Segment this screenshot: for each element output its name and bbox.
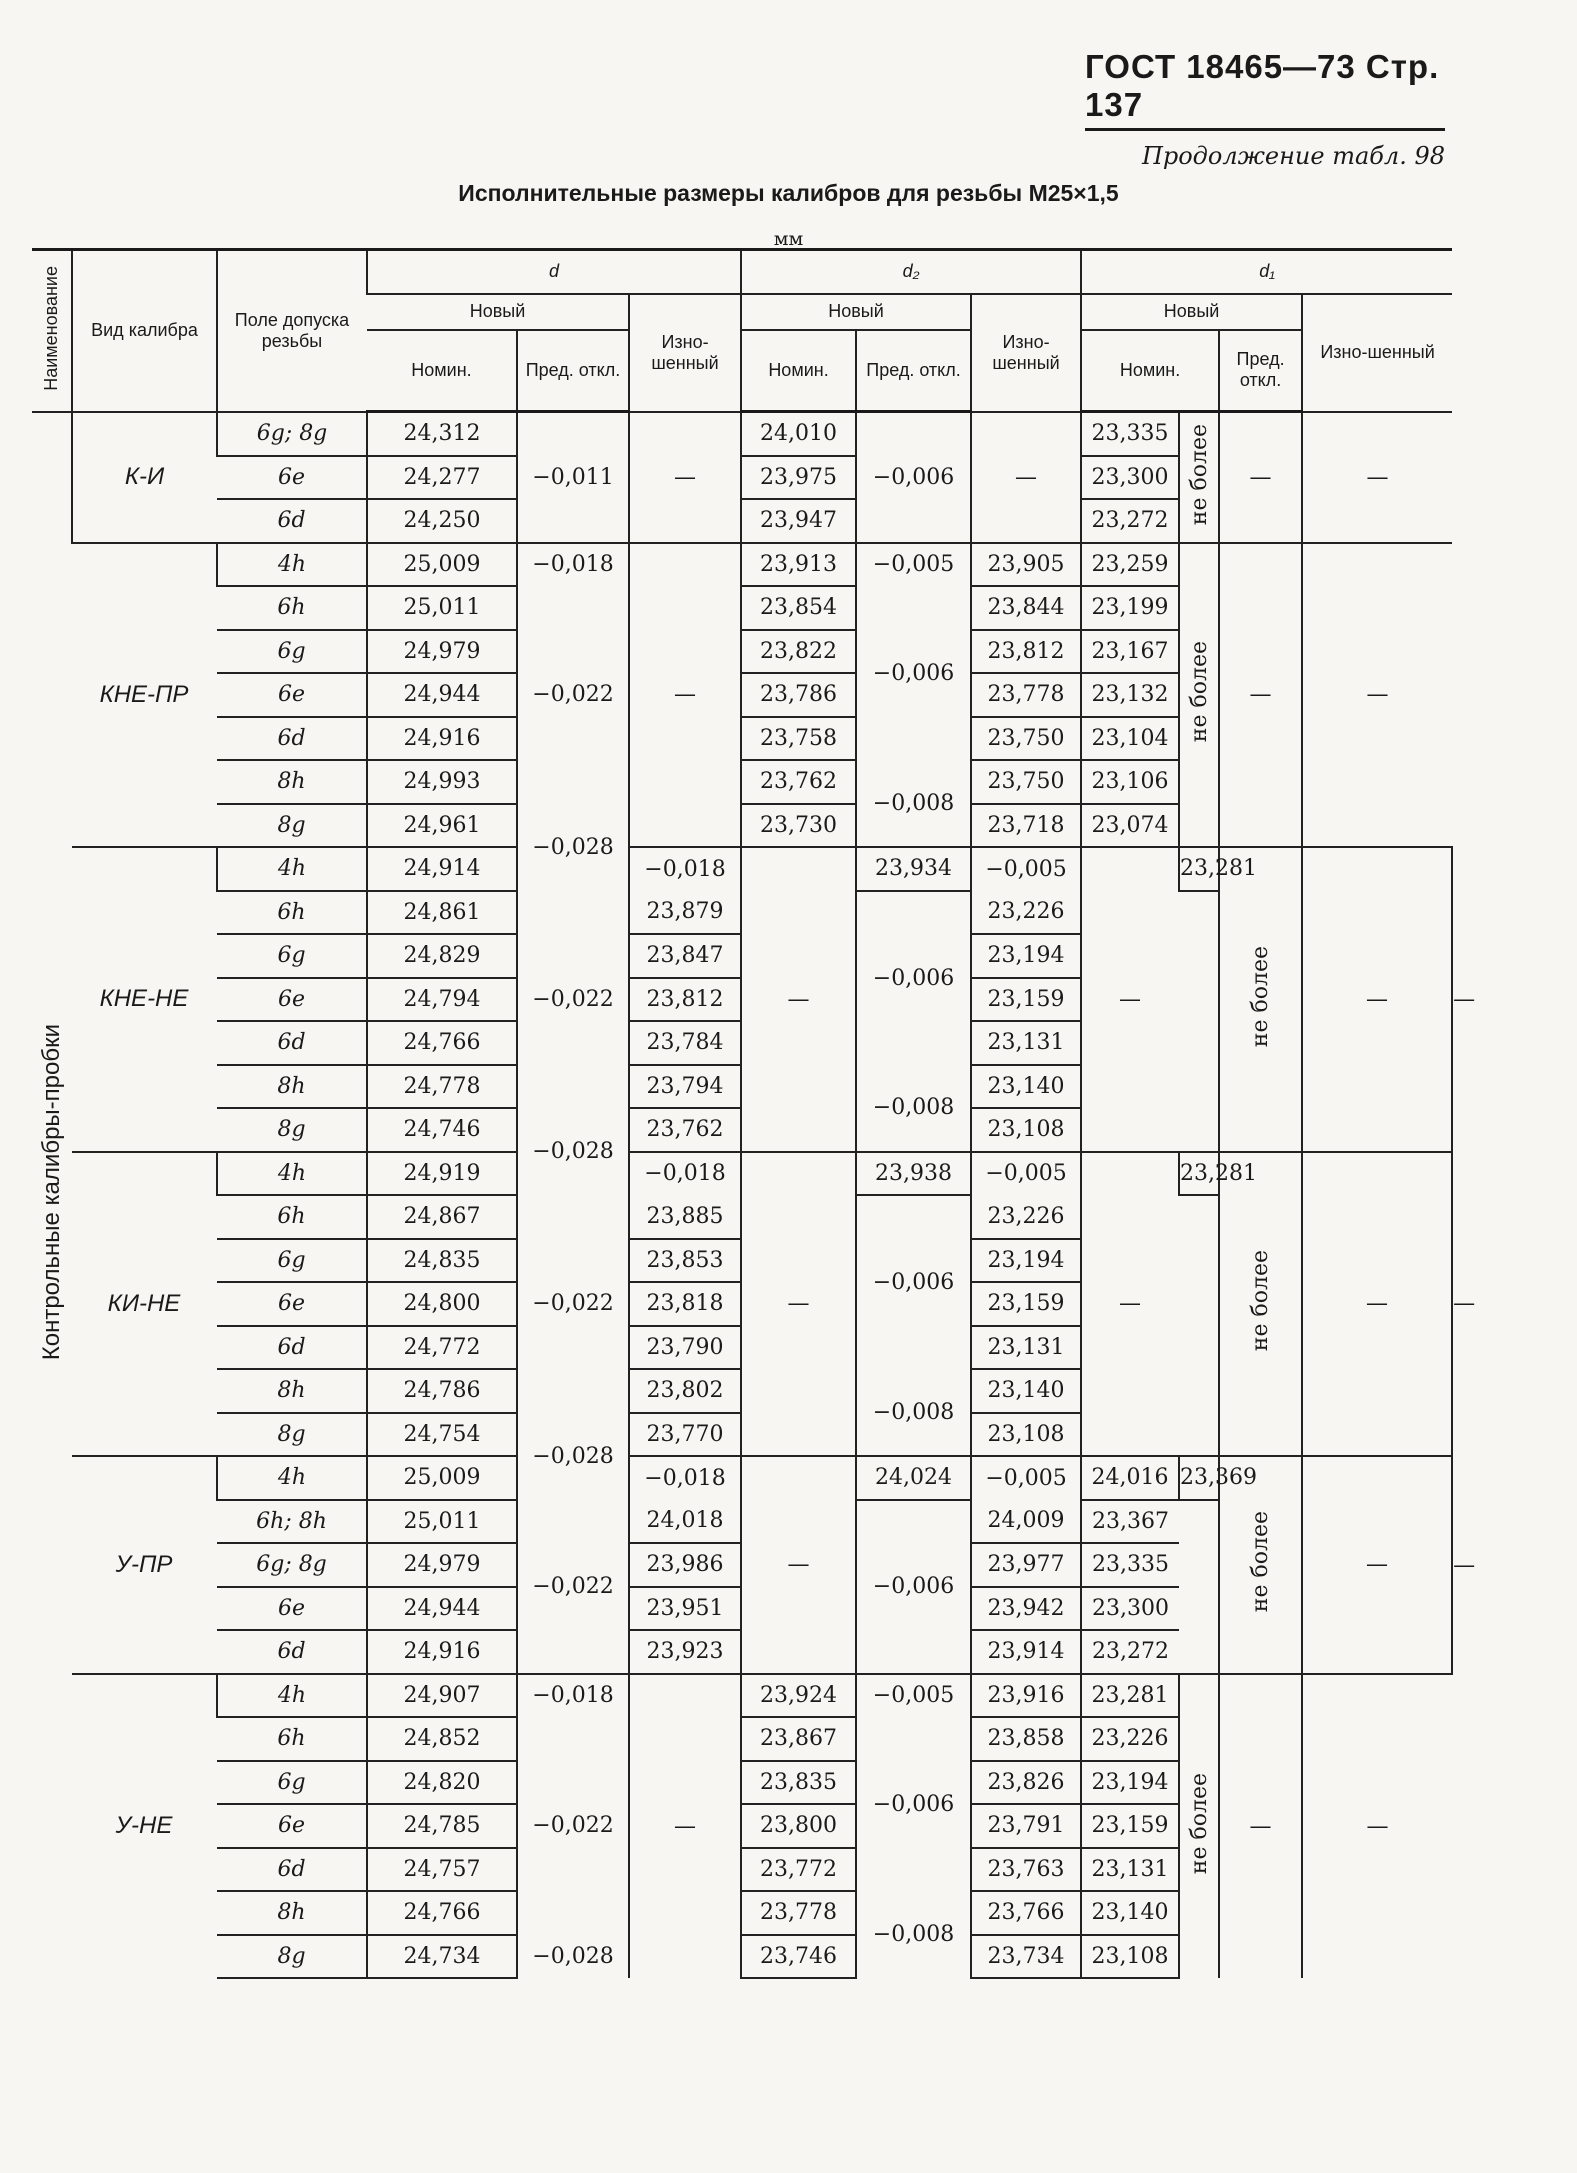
d-nominal: 24,914 [367,847,517,891]
d1-nominal: 23,108 [1081,1935,1179,1979]
d-deviation: −0,018 [517,543,629,587]
d-nominal: 24,919 [367,1152,517,1196]
d2-nominal: 23,762 [629,1108,741,1152]
header-d1-nominal: Номин. [1081,330,1219,412]
d2-nominal: 23,947 [741,499,856,543]
d2-worn: 23,916 [971,1674,1081,1718]
d1-nominal: 23,335 [1081,1543,1179,1587]
d2-deviation: −0,005 [856,1674,971,1718]
d2-nominal: 23,800 [741,1804,856,1848]
d2-nominal: 23,879 [629,891,741,935]
d-worn: — [629,1674,741,1979]
d-nominal: 24,861 [367,891,517,935]
d-nominal: 24,800 [367,1282,517,1326]
d2-worn: 23,791 [971,1804,1081,1848]
ne-bolee-text: не более [1186,423,1212,525]
d2-worn: — [1081,847,1179,1152]
d2-nominal: 23,794 [629,1065,741,1109]
header-d2-deviation: Пред. откл. [856,330,971,412]
d2-worn: 24,009 [971,1500,1081,1544]
d1-nominal: 23,074 [1081,804,1179,848]
d2-nominal: 23,951 [629,1587,741,1631]
tolerance-field: 8h [217,760,367,804]
d2-deviation: −0,008 [856,1065,971,1152]
d-deviation: −0,028 [517,1935,629,1979]
tolerance-field: 6d [217,499,367,543]
tolerance-field: 6h [217,891,367,935]
gauge-kind: У-ПР [72,1456,217,1674]
tolerance-field: 6d [217,1848,367,1892]
d-deviation: −0,018 [629,847,741,891]
d1-ne-bolee [1179,1674,1219,1979]
d1-nominal: 23,281 [1179,1152,1219,1196]
d-deviation: −0,022 [517,1500,629,1674]
d1-nominal: 23,272 [1081,499,1179,543]
d2-deviation: −0,005 [971,1152,1081,1196]
d1-deviation: — [1302,1456,1452,1674]
name-cell-text: Контрольные калибры-пробки [37,1023,65,1360]
tolerance-field: 6g [217,630,367,674]
d-nominal: 24,961 [367,804,517,848]
tolerance-field: 6h [217,1717,367,1761]
d2-nominal: 23,923 [629,1630,741,1674]
d1-nominal: 23,131 [1081,1848,1179,1892]
d1-nominal: 23,159 [1081,1804,1179,1848]
tolerance-field: 6h [217,586,367,630]
d-nominal: 24,916 [367,1630,517,1674]
header-d2-worn: Изно-шенный [971,294,1081,412]
ne-bolee-text: не более [1248,945,1274,1047]
d1-deviation: — [1302,847,1452,1152]
d1-nominal: 23,131 [971,1326,1081,1370]
d2-worn: — [1081,1152,1179,1457]
header-d2: d₂ [741,250,1081,294]
d2-nominal: 24,024 [856,1456,971,1500]
d2-deviation: −0,005 [856,543,971,587]
d-nominal: 24,979 [367,1543,517,1587]
d-deviation: −0,018 [629,1456,741,1500]
d2-deviation: −0,005 [971,1456,1081,1500]
d-nominal: 24,979 [367,630,517,674]
d2-nominal: 23,770 [629,1413,741,1457]
d-nominal: 24,944 [367,1587,517,1631]
d2-nominal: 23,762 [741,760,856,804]
d-deviation: −0,028 [517,1413,629,1500]
d2-worn: 23,826 [971,1761,1081,1805]
tolerance-field: 6e [217,456,367,500]
d1-nominal: 23,140 [971,1065,1081,1109]
d2-deviation: −0,008 [856,760,971,847]
d2-worn: 23,942 [971,1587,1081,1631]
header-d1-deviation: Пред. откл. [1219,330,1302,412]
d2-nominal: 23,802 [629,1369,741,1413]
ne-bolee-text: не более [1248,1250,1274,1352]
d2-nominal: 23,867 [741,1717,856,1761]
ne-bolee-text: не более [1248,1511,1274,1613]
gauge-kind: К-И [72,412,217,543]
tolerance-field: 6d [217,1326,367,1370]
d1-ne-bolee [1179,543,1219,848]
tolerance-field: 8h [217,1065,367,1109]
d1-nominal: 23,159 [971,1282,1081,1326]
d1-nominal: 23,108 [971,1108,1081,1152]
d-worn: — [629,412,741,543]
tolerance-field: 6d [217,1021,367,1065]
header-d-deviation: Пред. откл. [517,330,629,412]
d-deviation: −0,022 [517,1195,629,1413]
d1-deviation: — [1219,1674,1302,1979]
header-tolerance: Поле допуска резьбы [217,250,367,412]
d2-nominal: 23,772 [741,1848,856,1892]
d2-worn: 23,763 [971,1848,1081,1892]
tolerance-field: 4h [217,543,367,587]
d1-nominal: 23,106 [1081,760,1179,804]
d1-nominal: 23,272 [1081,1630,1179,1674]
d1-worn: — [1302,1674,1452,1979]
d1-nominal: 23,226 [1081,1717,1179,1761]
tolerance-field: 4h [217,1674,367,1718]
d-nominal: 24,794 [367,978,517,1022]
d1-nominal: 23,194 [971,934,1081,978]
d1-nominal: 23,367 [1081,1500,1179,1544]
d2-deviation: −0,006 [856,1717,971,1891]
tolerance-field: 6g; 8g [217,412,367,456]
d2-nominal: 23,790 [629,1326,741,1370]
tolerance-field: 8g [217,1935,367,1979]
d2-nominal: 23,758 [741,717,856,761]
d-nominal: 24,754 [367,1413,517,1457]
d2-nominal: 23,975 [741,456,856,500]
table-title: Исполнительные размеры калибров для резьбы М25×1,5 [458,180,1119,206]
d-worn: — [741,1152,856,1457]
tolerance-field: 6e [217,978,367,1022]
d1-nominal: 23,335 [1081,412,1179,456]
header-d1: d₁ [1081,250,1452,294]
d1-nominal: 23,140 [1081,1891,1179,1935]
d2-nominal: 23,938 [856,1152,971,1196]
page-header: ГОСТ 18465—73 Стр. 137 [1085,48,1445,131]
d-worn: — [741,847,856,1152]
d-nominal: 24,772 [367,1326,517,1370]
d-nominal: 24,852 [367,1717,517,1761]
header-d-worn: Изно-шенный [629,294,741,412]
d2-deviation: −0,006 [856,586,971,760]
d2-worn: 23,718 [971,804,1081,848]
d2-nominal: 23,818 [629,1282,741,1326]
tolerance-field: 6g [217,1239,367,1283]
table-row [32,1674,1452,1718]
d-nominal: 24,778 [367,1065,517,1109]
d1-deviation: — [1302,1152,1452,1457]
table-row [32,543,1452,587]
d2-nominal: 23,913 [741,543,856,587]
tolerance-field: 4h [217,847,367,891]
d-nominal: 24,757 [367,1848,517,1892]
d2-nominal: 23,934 [856,847,971,891]
d1-nominal: 23,259 [1081,543,1179,587]
d2-worn: 23,905 [971,543,1081,587]
d1-nominal: 23,104 [1081,717,1179,761]
tolerance-field: 8h [217,1369,367,1413]
d2-nominal: 23,822 [741,630,856,674]
d1-nominal: 23,226 [971,1195,1081,1239]
d2-nominal: 23,784 [629,1021,741,1065]
d1-ne-bolee [1219,1152,1302,1457]
gauge-kind: КНЕ-ПР [72,543,217,848]
d1-nominal: 23,281 [1081,1674,1179,1718]
tolerance-field: 8g [217,1413,367,1457]
d2-deviation: −0,006 [856,1500,971,1674]
d-nominal: 24,993 [367,760,517,804]
d2-nominal: 23,885 [629,1195,741,1239]
ne-bolee-text: не более [1186,641,1212,743]
d-nominal: 25,011 [367,586,517,630]
d2-worn: 23,812 [971,630,1081,674]
d1-nominal: 23,300 [1081,1587,1179,1631]
d-nominal: 24,785 [367,1804,517,1848]
tolerance-field: 6e [217,1587,367,1631]
d-deviation: −0,011 [517,412,629,543]
d-nominal: 24,907 [367,1674,517,1718]
d2-worn: 23,977 [971,1543,1081,1587]
d2-nominal: 23,854 [741,586,856,630]
d2-worn: 23,750 [971,760,1081,804]
d-nominal: 24,820 [367,1761,517,1805]
d2-deviation: −0,006 [856,1195,971,1369]
d2-worn: 23,914 [971,1630,1081,1674]
table-row [32,412,1452,456]
d-deviation: −0,018 [629,1152,741,1196]
name-cell [32,412,72,1979]
header-d: d [367,250,741,294]
d-worn: — [629,543,741,848]
d1-nominal: 23,108 [971,1413,1081,1457]
d2-nominal: 23,746 [741,1935,856,1979]
d-nominal: 24,734 [367,1935,517,1979]
d2-worn: — [971,412,1081,543]
gauge-table-container [32,248,1476,1979]
d1-nominal: 23,140 [971,1369,1081,1413]
units-label: мм [773,228,804,250]
tolerance-field: 8h [217,1891,367,1935]
d-nominal: 24,766 [367,1891,517,1935]
d-nominal: 24,944 [367,673,517,717]
d-worn: — [741,1456,856,1674]
header-d2-nominal: Номин. [741,330,856,412]
d-nominal: 25,009 [367,543,517,587]
header-d2-new: Новый [741,294,971,330]
d1-nominal: 23,132 [1081,673,1179,717]
tolerance-field: 6d [217,717,367,761]
d2-worn: 23,766 [971,1891,1081,1935]
d-deviation: −0,028 [517,804,629,891]
tolerance-field: 6g; 8g [217,1543,367,1587]
d2-nominal: 23,786 [741,673,856,717]
d1-nominal: 23,281 [1179,847,1219,891]
d-nominal: 24,766 [367,1021,517,1065]
d1-worn: — [1302,412,1452,543]
d2-worn: 24,016 [1081,1456,1179,1500]
header-d-nominal: Номин. [367,330,517,412]
d1-ne-bolee [1219,847,1302,1152]
d2-deviation: −0,005 [971,847,1081,891]
d1-nominal: 23,199 [1081,586,1179,630]
d2-nominal: 23,778 [741,1891,856,1935]
tolerance-field: 6h; 8h [217,1500,367,1544]
d2-worn: 23,858 [971,1717,1081,1761]
d1-nominal: 23,226 [971,891,1081,935]
table-continuation-note: Продолжение табл. 98 [1141,142,1445,170]
d1-nominal: 23,167 [1081,630,1179,674]
header-d1-new: Новый [1081,294,1302,330]
d2-nominal: 23,835 [741,1761,856,1805]
table-row: У-ПР 4h 25,009 −0,018 — 24,024 −0,005 24,016 23,369 не более — — [32,1456,1452,1500]
d1-worn: — [1302,543,1452,848]
header-name: Наименование [32,250,72,412]
tolerance-field: 6h [217,1195,367,1239]
tolerance-field: 4h [217,1456,367,1500]
ne-bolee-text: не более [1186,1772,1212,1874]
gauge-kind: КНЕ-НЕ [72,847,217,1152]
d-nominal: 24,916 [367,717,517,761]
d1-nominal: 23,194 [1081,1761,1179,1805]
tolerance-field: 6g [217,934,367,978]
tolerance-field: 6e [217,673,367,717]
d2-worn: 23,750 [971,717,1081,761]
d-deviation: −0,022 [517,586,629,804]
d2-nominal: 23,812 [629,978,741,1022]
tolerance-field: 6g [217,1761,367,1805]
d2-deviation: −0,006 [856,412,971,543]
table-body [32,412,1476,1979]
d2-nominal: 23,853 [629,1239,741,1283]
d2-worn: 23,844 [971,586,1081,630]
d-nominal: 25,009 [367,1456,517,1500]
d-nominal: 25,011 [367,1500,517,1544]
d-nominal: 24,746 [367,1108,517,1152]
d1-deviation: — [1219,412,1302,543]
d-deviation: −0,018 [517,1674,629,1718]
d1-deviation: — [1219,543,1302,848]
d2-deviation: −0,008 [856,1891,971,1978]
d-deviation: −0,028 [517,1108,629,1195]
d2-nominal: 24,018 [629,1500,741,1544]
tolerance-field: 8g [217,1108,367,1152]
gauge-kind: КИ-НЕ [72,1152,217,1457]
d-nominal: 24,829 [367,934,517,978]
header-d-new: Новый [367,294,629,330]
d2-nominal: 23,986 [629,1543,741,1587]
d-deviation: −0,022 [517,891,629,1109]
d2-worn: 23,734 [971,1935,1081,1979]
gauge-kind: У-НЕ [72,1674,217,1979]
tolerance-field: 4h [217,1152,367,1196]
d2-nominal: 23,924 [741,1674,856,1718]
tolerance-field: 6e [217,1282,367,1326]
d-nominal: 24,277 [367,456,517,500]
d-nominal: 24,312 [367,412,517,456]
d1-nominal: 23,194 [971,1239,1081,1283]
table-row: КИ-НЕ 4h 24,919 −0,018 — 23,938 −0,005 — 23,281 не более — — [32,1152,1452,1196]
d2-deviation: −0,006 [856,891,971,1065]
d-deviation: −0,022 [517,1717,629,1935]
table-row: КНЕ-НЕ 4h 24,914 −0,018 — 23,934 −0,005 — 23,281 не более — — [32,847,1452,891]
d-nominal: 24,835 [367,1239,517,1283]
d-nominal: 24,250 [367,499,517,543]
header-kind: Вид калибра [72,250,217,412]
tolerance-field: 8g [217,804,367,848]
gauge-dimensions-table [32,248,1476,1979]
d2-deviation: −0,008 [856,1369,971,1456]
d2-worn: 23,778 [971,673,1081,717]
header-d1-worn: Изно-шенный [1302,294,1452,412]
d2-nominal: 24,010 [741,412,856,456]
tolerance-field: 6d [217,1630,367,1674]
d1-nominal: 23,369 [1179,1456,1219,1500]
d1-nominal: 23,159 [971,978,1081,1022]
d2-nominal: 23,847 [629,934,741,978]
d2-nominal: 23,730 [741,804,856,848]
d1-nominal: 23,131 [971,1021,1081,1065]
d1-nominal: 23,300 [1081,456,1179,500]
tolerance-field: 6e [217,1804,367,1848]
d1-ne-bolee [1179,412,1219,543]
d-nominal: 24,786 [367,1369,517,1413]
d-nominal: 24,867 [367,1195,517,1239]
